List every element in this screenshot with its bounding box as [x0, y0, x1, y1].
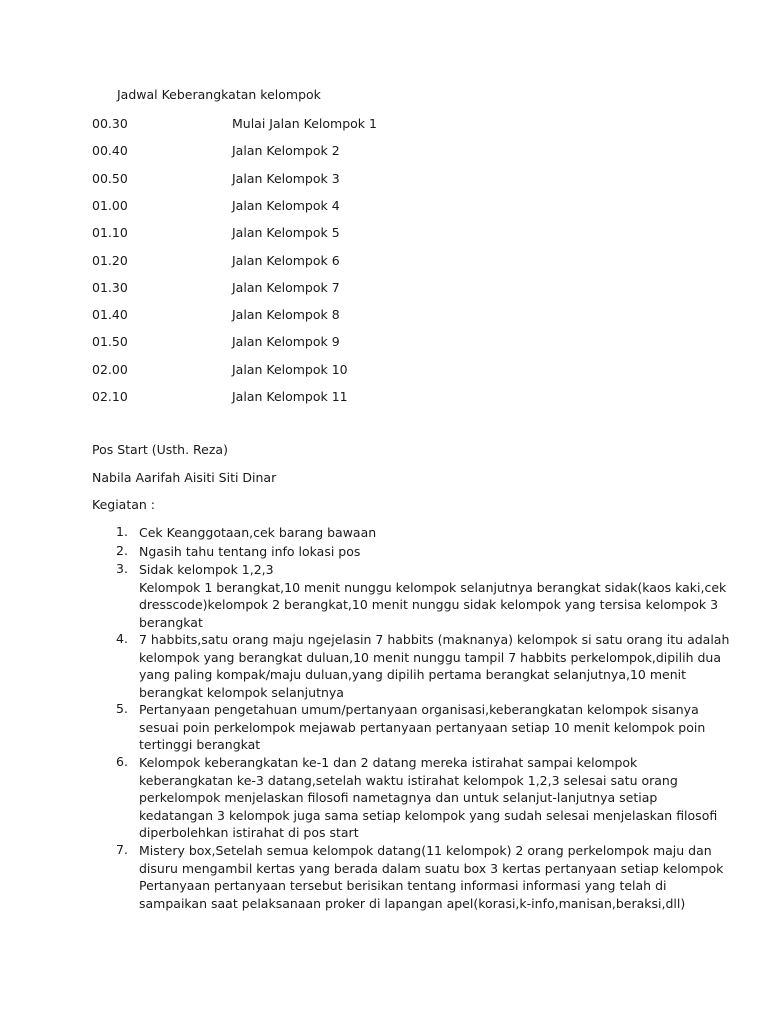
schedule-time: 01.50: [92, 334, 128, 350]
list-item-text: [139, 543, 689, 561]
schedule-activity: Jalan Kelompok 5: [232, 225, 340, 241]
schedule-time: 02.00: [92, 361, 128, 377]
list-item-line: Cek Keanggotaan,cek barang bawaan: [139, 525, 377, 540]
list-item-text: [139, 561, 727, 631]
document-title: Jadwal Keberangkatan kelompok: [117, 87, 321, 102]
list-item-line: Sidak kelompok 1,2,3: [139, 562, 274, 577]
list-item-line: berangkat: [139, 614, 203, 630]
list-item-line: Kelompok 1 berangkat,10 menit nunggu kelompok selanjutnya berangkat sidak(kaos kaki,cek: [139, 579, 727, 595]
schedule-activity: Jalan Kelompok 7: [232, 279, 340, 295]
schedule-activity: Jalan Kelompok 8: [232, 307, 340, 323]
list-item-line: kedatangan 3 kelompok juga sama setiap kelompok yang sudah selesai menjelaskan filosofi: [139, 807, 718, 823]
schedule-activity: Jalan Kelompok 4: [232, 197, 340, 213]
list-item-line: yang paling kompak/maju duluan,yang dipilih pertama berangkat selanjutnya,10 menit: [139, 667, 686, 682]
list-item-text: [139, 631, 730, 701]
schedule-activity: Mulai Jalan Kelompok 1: [232, 116, 377, 131]
list-item-number: 3.: [116, 561, 128, 576]
schedule-time: 01.20: [92, 252, 128, 268]
list-item-number: 2.: [116, 543, 128, 558]
list-item-line: berangkat kelompok selanjutnya: [139, 684, 344, 700]
list-item-line: Mistery box,Setelah semua kelompok datang(11 kelompok) 2 orang perkelompok maju dan: [139, 843, 712, 858]
list-item-text: [139, 842, 724, 912]
schedule-time: 00.50: [92, 170, 128, 186]
schedule-activity: Jalan Kelompok 2: [232, 143, 340, 159]
list-item-text: [139, 754, 718, 842]
list-item-line: disuru mengambil kertas yang berada dalam suatu box 3 kertas pertanyaan setiap kelompok: [139, 860, 724, 876]
list-item-line: dresscode)kelompok 2 berangkat,10 menit nunggu sidak kelompok yang tersisa kelompok 3: [139, 597, 719, 612]
list-item-number: 6.: [116, 754, 128, 769]
list-item-text: [139, 524, 689, 542]
members-line: Nabila Aarifah Aisiti Siti Dinar: [92, 470, 277, 485]
schedule-time: 00.30: [92, 116, 128, 131]
schedule-time: 00.40: [92, 143, 128, 159]
kegiatan-label: Kegiatan :: [92, 497, 156, 512]
schedule-time: 02.10: [92, 389, 128, 404]
schedule-time: 01.30: [92, 279, 128, 295]
list-item-number: 5.: [116, 701, 128, 716]
list-item-line: sampaikan saat pelaksanaan proker di lapangan apel(korasi,k-info,manisan,beraksi,dll): [139, 895, 686, 911]
list-item-line: Pertanyaan pengetahuan umum/pertanyaan organisasi,keberangkatan kelompok sisanya: [139, 702, 699, 717]
list-item-line: diperbolehkan istirahat di pos start: [139, 825, 359, 840]
schedule-activity: Jalan Kelompok 11: [232, 389, 348, 404]
list-item-line: kelompok yang berangkat duluan,10 menit nunggu tampil 7 habbits perkelompok,dipilih dua: [139, 649, 721, 665]
schedule-activity: Jalan Kelompok 6: [232, 252, 340, 268]
list-item-line: Ngasih tahu tentang info lokasi pos: [139, 544, 361, 559]
pos-heading: Pos Start (Usth. Reza): [92, 442, 228, 457]
list-item-line: Pertanyaan pertanyaan tersebut berisikan tentang informasi informasi yang telah di: [139, 878, 667, 893]
list-item-number: 4.: [116, 631, 128, 646]
list-item-number: 7.: [116, 842, 128, 857]
schedule-activity: Jalan Kelompok 9: [232, 334, 340, 350]
list-item-line: tertinggi berangkat: [139, 737, 261, 752]
list-item-line: sesuai poin perkelompok mejawab pertanyaan pertanyaan setiap 10 menit kelompok poin: [139, 719, 706, 735]
list-item-line: perkelompok menjelaskan filosofi nametagnya dan untuk selanjut-lanjutnya setiap: [139, 790, 658, 805]
schedule-time: 01.00: [92, 197, 128, 213]
schedule-activity: Jalan Kelompok 10: [232, 361, 348, 377]
list-item-text: [139, 701, 706, 754]
list-item-line: keberangkatan ke-3 datang,setelah waktu istirahat kelompok 1,2,3 selesai satu orang: [139, 772, 678, 788]
list-item-line: 7 habbits,satu orang maju ngejelasin 7 habbits (maknanya) kelompok si satu orang itu adalah: [139, 632, 730, 647]
list-item-number: 1.: [116, 524, 128, 539]
schedule-activity: Jalan Kelompok 3: [232, 170, 340, 186]
schedule-time: 01.40: [92, 307, 128, 323]
list-item-line: Kelompok keberangkatan ke-1 dan 2 datang mereka istirahat sampai kelompok: [139, 755, 638, 770]
schedule-time: 01.10: [92, 225, 128, 241]
